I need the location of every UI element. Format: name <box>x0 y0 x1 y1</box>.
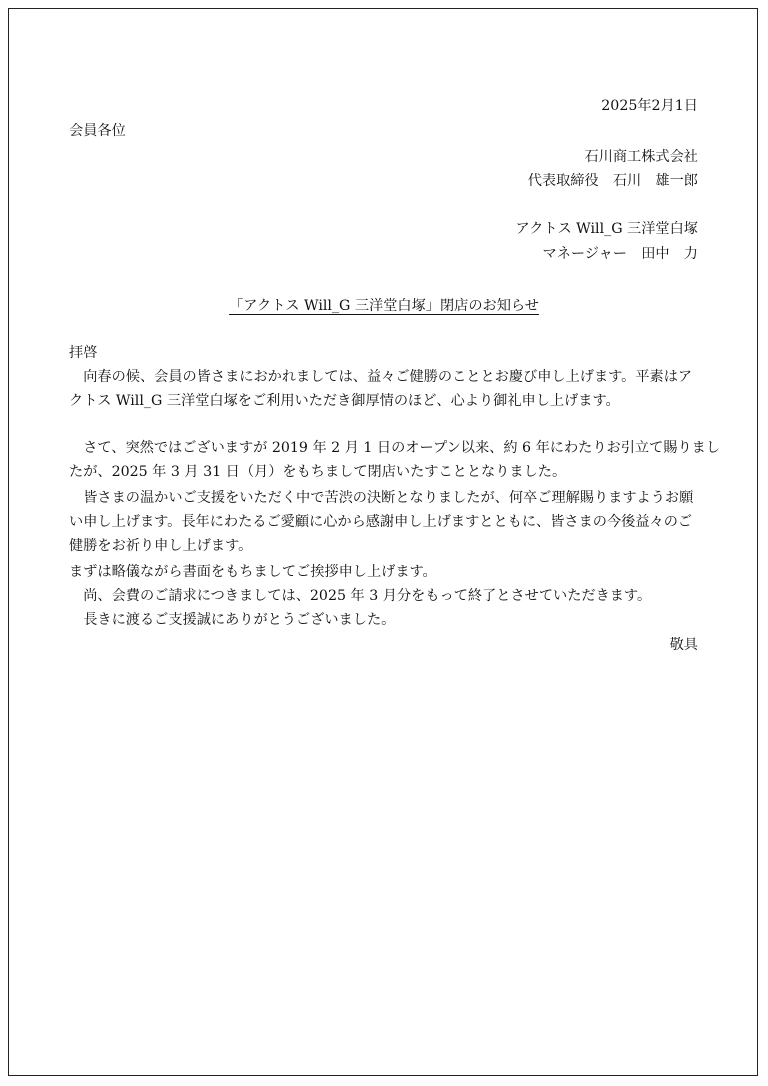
opening-salutation: 拝啓 <box>69 345 98 361</box>
sender-company: 石川商工株式会社 <box>584 149 698 165</box>
body-line: 皆さまの温かいご支援をいただく中で苦渋の決断となりましたが、何卒ご理解賜りますようお願 <box>69 490 694 506</box>
sender-representative: 代表取締役 石川 雄一郎 <box>527 173 698 189</box>
body-line: 尚、会費のご請求につきましては、2025 年 3 月分をもって終了とさせていただきます。 <box>69 588 652 604</box>
recipient: 会員各位 <box>69 123 126 139</box>
sender-store: アクトス Will_G 三洋堂白塚 <box>515 221 698 237</box>
body-line: まずは略儀ながら書面をもちましてご挨拶申し上げます。 <box>69 564 437 580</box>
body-line: たが、2025 年 3 月 31 日（月）をもちまして閉店いたすこととなりました。 <box>69 464 567 480</box>
body-line: 長きに渡るご支援誠にありがとうございました。 <box>69 612 396 628</box>
body-line: 健勝をお祈り申し上げます。 <box>69 538 253 554</box>
body-line: 向春の候、会員の皆さまにおかれましては、益々ご健勝のこととお慶び申し上げます。平素はア <box>69 369 693 385</box>
document-title: 「アクトス Will_G 三洋堂白塚」閉店のお知らせ <box>229 298 539 314</box>
document-title-wrap <box>0 297 768 315</box>
body-line: さて、突然ではございますが 2019 年 2 月 1 日のオープン以来、約 6 年にわたりお引立て賜りまし <box>69 440 721 456</box>
sender-manager: マネージャー 田中 力 <box>542 246 698 262</box>
body-line: クトス Will_G 三洋堂白塚をご利用いただき御厚情のほど、心より御礼申し上げます。 <box>69 393 620 409</box>
letter-date: 2025年2月1日 <box>601 98 698 114</box>
closing: 敬具 <box>669 637 698 653</box>
body-line: い申し上げます。長年にわたるご愛顧に心から感謝申し上げますとともに、皆さまの今後益々のご <box>69 514 693 530</box>
